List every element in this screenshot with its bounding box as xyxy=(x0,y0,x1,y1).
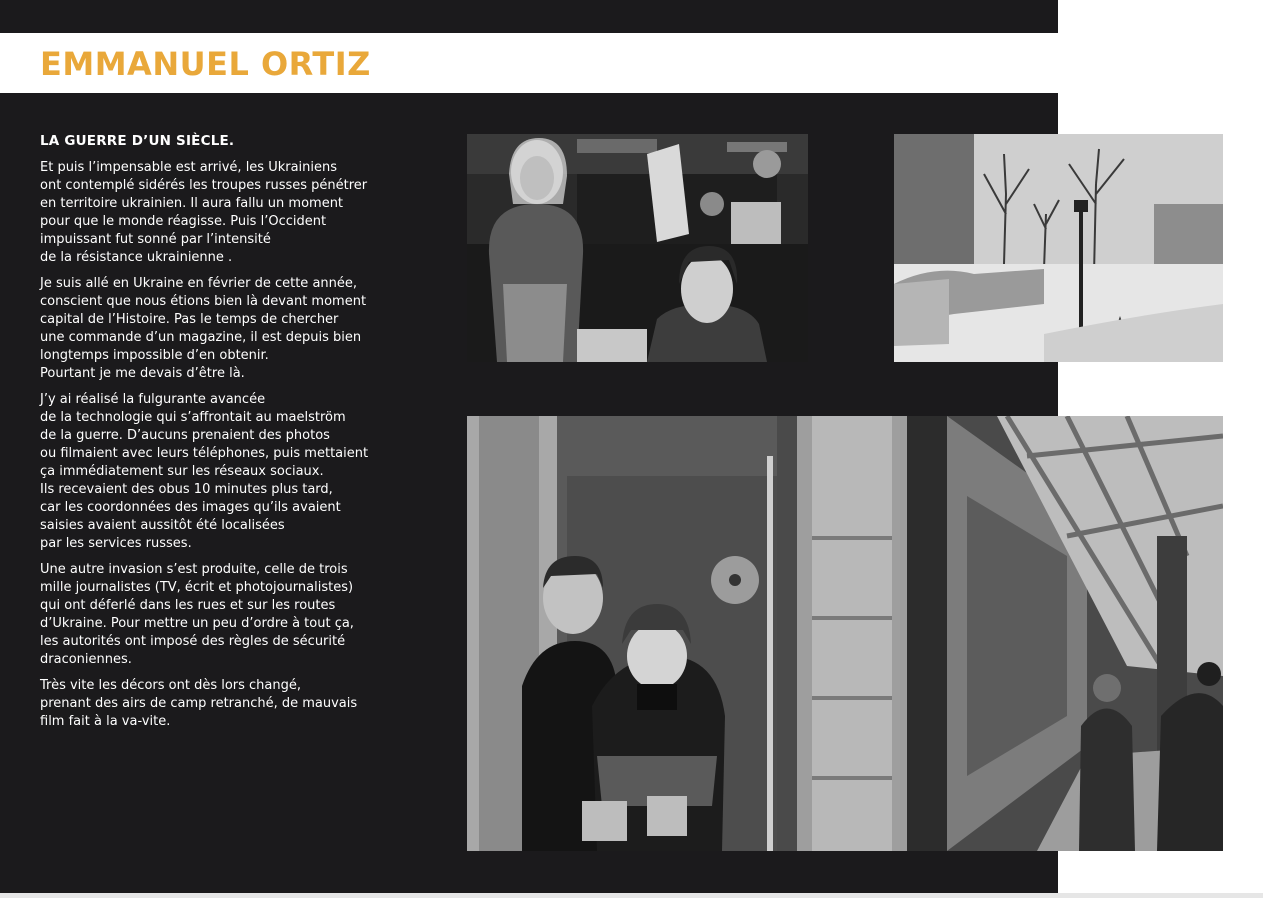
article-heading: LA GUERRE D’UN SIÈCLE. xyxy=(40,133,235,149)
text-line: Une autre invasion s’est produite, celle de trois xyxy=(40,562,348,577)
text-line: longtemps impossible d’en obtenir. xyxy=(40,348,269,363)
text-line: car les coordonnées des images qu’ils avaient xyxy=(40,500,341,515)
text-line: film fait à la va-vite. xyxy=(40,714,171,729)
text-line: draconiennes. xyxy=(40,652,132,667)
text-line: d’Ukraine. Pour mettre un peu d’ordre à tout ça, xyxy=(40,616,354,631)
text-line: de la technologie qui s’affrontait au maelström xyxy=(40,410,346,425)
text-line: de la guerre. D’aucuns prenaient des photos xyxy=(40,428,330,443)
text-line: une commande d’un magazine, il est depuis bien xyxy=(40,330,362,345)
text-line: ça immédiatement sur les réseaux sociaux. xyxy=(40,464,324,479)
text-line: saisies avaient aussitôt été localisées xyxy=(40,518,285,533)
text-line: en territoire ukrainien. Il aura fallu un moment xyxy=(40,196,344,211)
text-line: capital de l’Histoire. Pas le temps de chercher xyxy=(40,312,339,327)
text-line: conscient que nous étions bien là devant moment xyxy=(40,294,367,309)
page-title: EMMANUEL ORTIZ xyxy=(40,45,371,83)
article-paragraph xyxy=(40,391,400,553)
article-paragraph xyxy=(40,677,400,731)
text-line: prenant des airs de camp retranché, de mauvais xyxy=(40,696,358,711)
text-line: Et puis l’impensable est arrivé, les Ukrainiens xyxy=(40,160,338,175)
text-line: pour que le monde réagisse. Puis l’Occident xyxy=(40,214,327,229)
children-train-photo xyxy=(467,416,1223,851)
article-paragraph xyxy=(40,275,400,383)
text-line: ont contemplé sidérés les troupes russes pénétrer xyxy=(40,178,368,193)
sandbag-street-photo xyxy=(894,134,1223,362)
article-paragraph xyxy=(40,159,400,267)
text-line: de la résistance ukrainienne . xyxy=(40,250,233,265)
volunteers-photo xyxy=(467,134,808,362)
text-line: ou filmaient avec leurs téléphones, puis mettaient xyxy=(40,446,369,461)
text-line: Très vite les décors ont dès lors changé, xyxy=(40,678,302,693)
text-line: Pourtant je me devais d’être là. xyxy=(40,366,245,381)
bottom-strip xyxy=(0,893,1263,898)
text-line: Je suis allé en Ukraine en février de cette année, xyxy=(40,276,358,291)
text-line: les autorités ont imposé des règles de sécurité xyxy=(40,634,346,649)
text-line: J’y ai réalisé la fulgurante avancée xyxy=(40,392,266,407)
text-line: Ils recevaient des obus 10 minutes plus tard, xyxy=(40,482,333,497)
top-dark-band xyxy=(0,0,1058,33)
text-line: qui ont déferlé dans les rues et sur les routes xyxy=(40,598,336,613)
text-line: mille journalistes (TV, écrit et photojournalistes) xyxy=(40,580,354,595)
article-body xyxy=(40,131,400,739)
text-line: par les services russes. xyxy=(40,536,192,551)
article-paragraph xyxy=(40,561,400,669)
text-line: impuissant fut sonné par l’intensité xyxy=(40,232,271,247)
